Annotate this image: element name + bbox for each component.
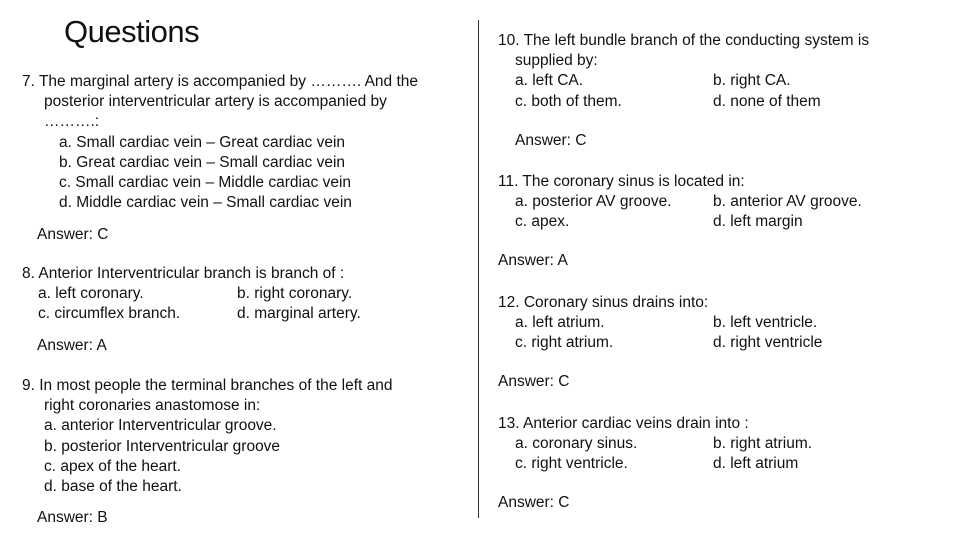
question-7-option-a: a. Small cardiac vein – Great cardiac vein	[59, 133, 346, 151]
question-10-option-c: c. both of them.	[515, 92, 622, 110]
question-13-option-d: d. left atrium	[713, 455, 799, 473]
question-13-option-a: a. coronary sinus.	[515, 435, 638, 453]
question-11-line-1: 11. The coronary sinus is located in:	[498, 173, 745, 190]
question-10-option-b: b. right CA.	[713, 72, 791, 90]
slide-title: Questions	[64, 14, 200, 49]
question-12-option-d: d. right ventricle	[713, 334, 823, 352]
question-8-option-a: a. left coronary.	[38, 285, 144, 303]
question-13	[498, 414, 812, 475]
question-7-option-d: d. Middle cardiac vein – Small cardiac vein	[59, 194, 352, 212]
question-8-answer: Answer: A	[37, 337, 107, 354]
question-9	[22, 376, 393, 497]
question-10-option-d: d. none of them	[713, 92, 821, 110]
question-10-line-1: 10. The left bundle branch of the conducting system is	[498, 32, 870, 49]
question-8	[22, 264, 361, 325]
question-13-answer: Answer: C	[498, 494, 570, 511]
question-11-option-b: b. anterior AV groove.	[713, 193, 862, 211]
question-12-option-a: a. left atrium.	[515, 314, 605, 332]
column-divider	[478, 20, 479, 518]
question-10	[498, 31, 869, 112]
question-11-option-a: a. posterior AV groove.	[515, 193, 672, 211]
question-13-option-c: c. right ventricle.	[515, 455, 628, 473]
question-9-option-c: c. apex of the heart.	[44, 457, 182, 475]
question-8-option-d: d. marginal artery.	[237, 305, 361, 323]
question-10-line-2: supplied by:	[515, 52, 598, 70]
question-7-answer: Answer: C	[37, 226, 109, 243]
question-8-option-b: b. right coronary.	[237, 285, 353, 303]
question-7-option-b: b. Great cardiac vein – Small cardiac vein	[59, 153, 346, 171]
question-11-option-c: c. apex.	[515, 213, 570, 231]
question-12-option-b: b. left ventricle.	[713, 314, 818, 332]
question-7-line-3: ……….:	[44, 113, 100, 131]
question-9-line-1: 9. In most people the terminal branches of the left and	[22, 377, 393, 394]
question-7-line-2: posterior interventricular artery is accompanied by	[44, 93, 387, 111]
question-13-option-b: b. right atrium.	[713, 435, 813, 453]
question-9-option-a: a. anterior Interventricular groove.	[44, 417, 277, 435]
question-7-line-1: 7. The marginal artery is accompanied by ………. And the	[22, 73, 419, 90]
question-7-option-c: c. Small cardiac vein – Middle cardiac vein	[59, 174, 352, 192]
question-9-answer: Answer: B	[37, 509, 108, 526]
question-12-answer: Answer: C	[498, 373, 570, 390]
question-7	[22, 72, 418, 213]
question-10-option-a: a. left CA.	[515, 72, 584, 90]
question-8-line-1: 8. Anterior Interventricular branch is branch of :	[22, 265, 345, 282]
question-9-option-d: d. base of the heart.	[44, 478, 182, 496]
question-12-option-c: c. right atrium.	[515, 334, 614, 352]
question-11-option-d: d. left margin	[713, 213, 803, 231]
question-10-answer: Answer: C	[515, 132, 587, 149]
question-13-line-1: 13. Anterior cardiac veins drain into :	[498, 415, 749, 432]
question-11-answer: Answer: A	[498, 252, 568, 269]
question-11	[498, 172, 862, 233]
question-12	[498, 293, 822, 354]
question-12-line-1: 12. Coronary sinus drains into:	[498, 294, 709, 311]
question-8-option-c: c. circumflex branch.	[38, 305, 181, 323]
question-9-option-b: b. posterior Interventricular groove	[44, 437, 281, 455]
question-9-line-2: right coronaries anastomose in:	[44, 397, 261, 415]
